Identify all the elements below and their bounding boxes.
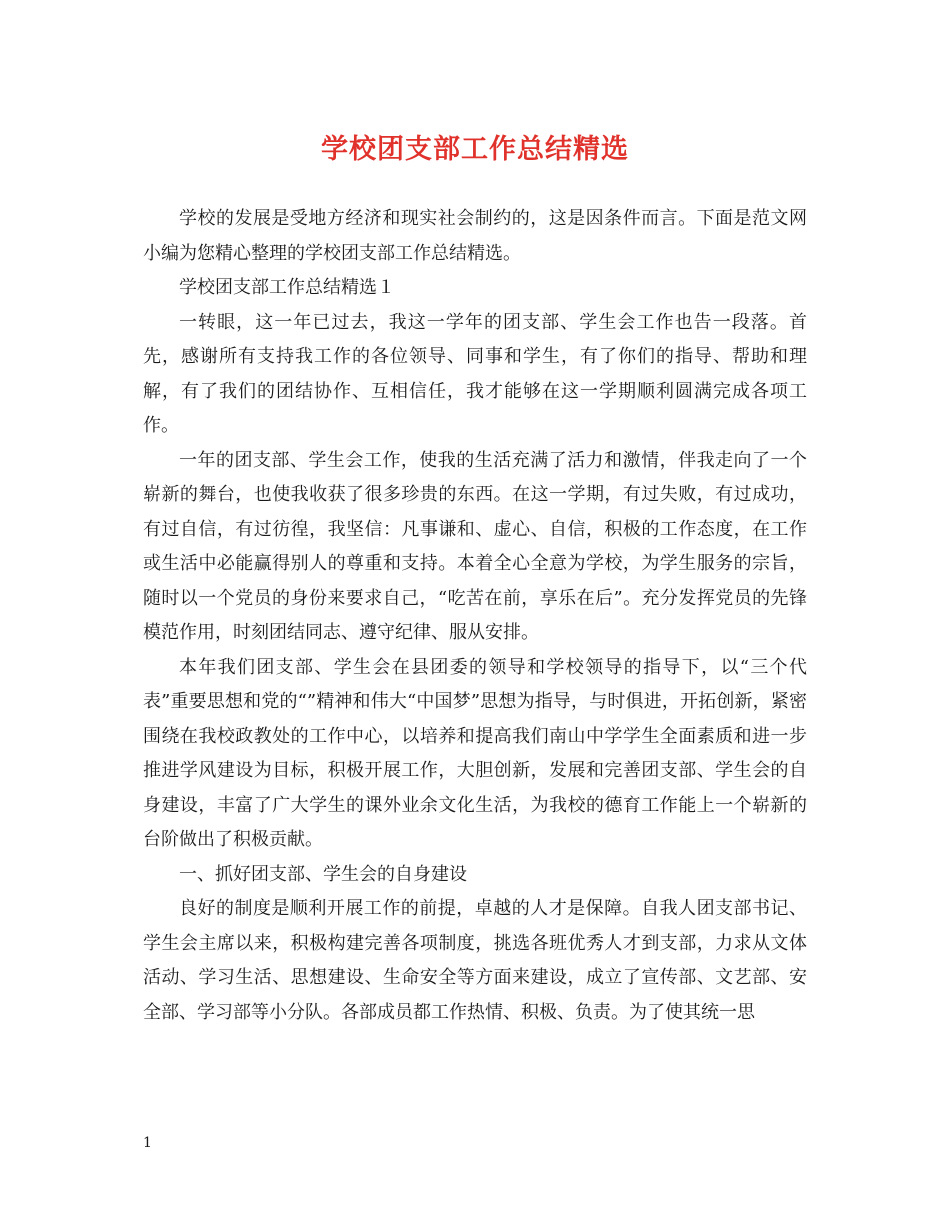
paragraph-organization: 良好的制度是顺利开展工作的前提，卓越的人才是保障。自我人团支部书记、学生会主席以来，积极构建完善各项制度，挑选各班优秀人才到支部，力求从文体活动、学习生活、思想建设、生命安全等方面来建设，成立了宣传部、文艺部、安全部、学习部等小分队。各部成员都工作热情、积极、负责。为了使其统一思 [143, 898, 807, 1023]
subsection-heading-1: 一、抓好团支部、学生会的自身建设 [179, 863, 467, 885]
paragraph-opening: 一转眼，这一年已过去，我这一学年的团支部、学生会工作也告一段落。首先，感谢所有支持我工作的各位领导、同事和学生，有了你们的指导、帮助和理解，有了我们的团结协作、互相信任，我才能够在这一学期顺利圆满完成各项工作。 [143, 311, 807, 436]
page-title: 学校团支部工作总结精选 [321, 134, 629, 165]
paragraph-intro: 学校的发展是受地方经济和现实社会制约的，这是因条件而言。下面是范文网小编为您精心整理的学校团支部工作总结精选。 [143, 208, 807, 264]
section-heading-1: 学校团支部工作总结精选１ [179, 277, 395, 298]
paragraph-reflection: 一年的团支部、学生会工作，使我的生活充满了活力和激情，伴我走向了一个崭新的舞台，也使我收获了很多珍贵的东西。在这一学期，有过失败，有过成功，有过自信，有过彷徨，我坚信：凡事谦和、虚心、自信，积极的工作态度，在工作或生活中必能赢得别人的尊重和支持。本着全心全意为学校，为学生服务的宗旨，随时以一个党员的身份来要求自己，“吃苦在前，享乐在后”。充分发挥党员的先锋模范作用，时刻团结同志、遵守纪律、服从安排。 [143, 449, 807, 643]
document-body [143, 202, 807, 1030]
page-number: 1 [143, 1135, 152, 1151]
paragraph-overview: 本年我们团支部、学生会在县团委的领导和学校领导的指导下，以“三个代表”重要思想和党的“”精神和伟大“中国梦”思想为指导，与时俱进，开拓创新，紧密围绕在我校政教处的工作中心，以培养和提高我们南山中学学生全面素质和进一步推进学风建设为目标，积极开展工作，大胆创新，发展和完善团支部、学生会的自身建设，丰富了广大学生的课外业余文化生活，为我校的德育工作能上一个崭新的台阶做出了积极贡献。 [143, 656, 807, 850]
